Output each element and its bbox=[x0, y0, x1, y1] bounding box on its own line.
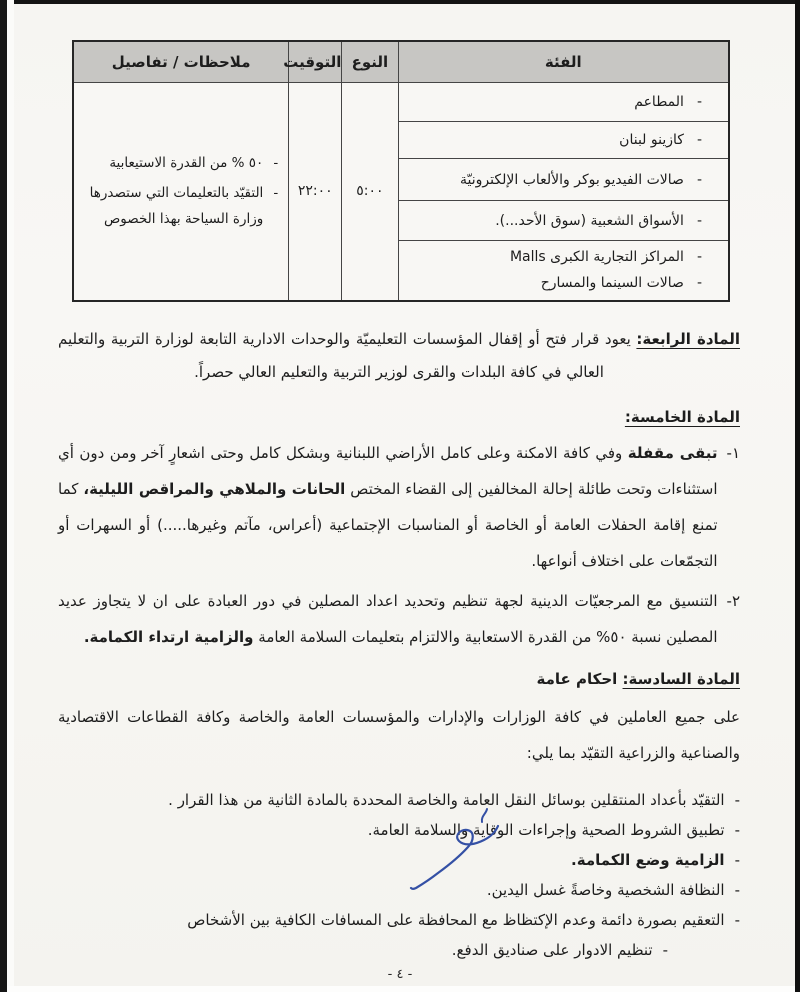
article-6-bullet-cashier-queues: - تنظيم الادوار على صناديق الدفع. bbox=[58, 936, 668, 965]
article-6-bullet-hygiene: - النظافة الشخصية وخاصةً غسل اليدين. bbox=[58, 876, 740, 905]
signature-stroke-main bbox=[411, 826, 498, 889]
column-header-time: التوقيت bbox=[289, 41, 342, 83]
category-cell-restaurants bbox=[398, 83, 729, 122]
dash-bullet: - bbox=[734, 911, 740, 929]
article-6-bullet-health-rules: - تطبيق الشروط الصحية وإجراءات الوقاية والسلامة العامة. bbox=[58, 816, 740, 845]
dash-bullet: - bbox=[273, 155, 279, 172]
article-5-item-1 bbox=[58, 435, 740, 579]
item-number: ٢- bbox=[726, 592, 740, 610]
type-value-cell: ٥:٠٠ bbox=[342, 83, 398, 301]
scan-edge-left-margin bbox=[7, 0, 14, 992]
signature-stroke-mark bbox=[482, 809, 487, 822]
category-cell-video-poker bbox=[398, 159, 729, 201]
table-row bbox=[73, 83, 729, 122]
dash-bullet: - bbox=[696, 212, 702, 229]
category-cell-malls-cinemas bbox=[398, 241, 729, 301]
note-tourism-ministry: التقيّد بالتعليمات التي ستصدرها وزارة السياحة بهذا الخصوص bbox=[89, 185, 264, 228]
scan-edge-left bbox=[0, 0, 7, 992]
note-capacity: ٥٠ % من القدرة الاستيعابية bbox=[109, 155, 264, 172]
dash-bullet: - bbox=[696, 94, 702, 110]
article-6-bullet-disinfection: - التعقيم بصورة دائمة وعدم الإكتظاظ مع المحافظة على المسافات الكافية بين الأشخاص bbox=[58, 906, 740, 935]
dash-bullet: - bbox=[696, 132, 702, 148]
category-label: صالات السينما والمسارح bbox=[540, 275, 684, 292]
dash-bullet: - bbox=[662, 941, 668, 959]
category-label: المراكز التجارية الكبرى Malls bbox=[509, 249, 684, 266]
handwritten-signature bbox=[380, 798, 512, 893]
category-cell-popular-markets bbox=[398, 201, 729, 241]
article-6-heading-suffix: احكام عامة bbox=[536, 670, 623, 688]
scan-edge-right bbox=[795, 0, 800, 992]
notes-cell bbox=[73, 83, 289, 301]
dash-bullet: - bbox=[273, 185, 279, 202]
column-header-type: النوع bbox=[342, 41, 398, 83]
category-label: كازينو لبنان bbox=[619, 132, 684, 148]
category-label: المطاعم bbox=[634, 94, 684, 110]
article-5-heading: المادة الخامسة: bbox=[624, 408, 740, 426]
dash-bullet: - bbox=[696, 275, 702, 292]
dash-bullet: - bbox=[734, 851, 740, 869]
article-6-bullet-mask: - الزامية وضع الكمامة. bbox=[58, 846, 740, 875]
article-4-text: يعود قرار فتح أو إقفال المؤسسات التعليميّة والوحدات الادارية التابعة لوزارة التربية والتعليم العالي في كافة البلدات والقرى لوزير التربية والتعليم العالي حصراً. bbox=[58, 330, 637, 381]
dash-bullet: - bbox=[734, 821, 740, 839]
article-6-heading: المادة السادسة: احكام عامة bbox=[536, 670, 740, 688]
scan-edge-bottom bbox=[7, 986, 795, 992]
table-header-row bbox=[73, 41, 729, 83]
dash-bullet: - bbox=[734, 791, 740, 809]
dash-bullet: - bbox=[696, 249, 702, 266]
article-4-heading: المادة الرابعة: bbox=[636, 330, 740, 348]
article-6-intro: على جميع العاملين في كافة الوزارات والإدارات والمؤسسات العامة والخاصة وكافة القطاعات الاقتصادية والصناعية والزراعية التقيّد بما يلي: bbox=[58, 708, 740, 762]
item-text: تبقى مقفلة وفي كافة الامكنة وعلى كامل الأراضي اللبنانية وبشكل كامل وحتى اشعارٍ آخر ومن دون أي استثناءات وتحت طائلة إحالة المخالفين إلى القضاء المختص الحانات والملاهي والمراقص الليلية، كما تمنع إقامة الحفلات العامة أو الخاصة أو المناسبات الإجتماعية (أعراس، مآتم وغيرها.....) أو السهرات أو التجمّعات على اختلاف أنواعها. bbox=[58, 444, 718, 570]
category-cell-casino bbox=[398, 122, 729, 159]
category-label: صالات الفيديو بوكر والألعاب الإلكترونيّة bbox=[460, 171, 684, 188]
column-header-category: الفئة bbox=[398, 41, 729, 83]
scan-edge-top bbox=[0, 0, 800, 4]
categories-table bbox=[72, 40, 730, 302]
time-value-cell: ٢٢:٠٠ bbox=[289, 83, 342, 301]
page-number: - ٤ - bbox=[387, 967, 413, 982]
dash-bullet: - bbox=[734, 881, 740, 899]
article-4-paragraph bbox=[58, 323, 740, 389]
article-6-bullet-transport: - التقيّد بأعداد المنتقلين بوسائل النقل العامة والخاصة المحددة بالمادة الثانية من هذا القرار . bbox=[58, 786, 740, 815]
column-header-notes: ملاحظات / تفاصيل bbox=[73, 41, 289, 83]
dash-bullet: - bbox=[696, 171, 702, 188]
item-text: التنسيق مع المرجعيّات الدينية لجهة تنظيم وتحديد اعداد المصلين في دور العبادة على ان لا يتجاوز عديد المصلين نسبة ٥٠% من القدرة الاستعابية والالتزام بتعليمات السلامة العامة والزامية ارتداء الكمامة. bbox=[58, 592, 718, 646]
article-5-item-2 bbox=[58, 583, 740, 655]
item-number: ١- bbox=[726, 444, 740, 462]
category-label: الأسواق الشعبية (سوق الأحد...). bbox=[495, 212, 684, 229]
